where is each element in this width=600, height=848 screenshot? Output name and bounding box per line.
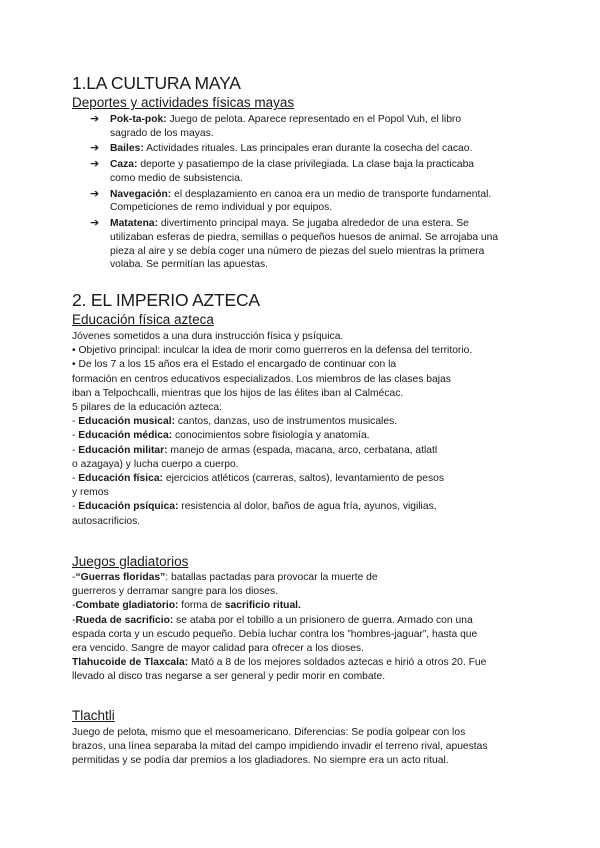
text-line: iban a Telpochcalli, mientras que los hijos de las élites iban al Calmécac. <box>72 387 404 399</box>
aztec-education-body <box>72 330 532 529</box>
text-line: espada corta y un escudo pequeño. Debía luchar contra los ”hombres-jaguar”, hasta que <box>72 628 478 640</box>
maya-activities-list <box>90 113 530 274</box>
arrow-bullet-icon: ➔ <box>90 217 100 230</box>
item-term: Matatena: <box>110 218 159 230</box>
list-item: ➔ Navegación: el desplazamiento en canoa era un medio de transporte fundamental. Competiciones de remo individual y por equipos. <box>90 187 492 214</box>
item-term: Caza: <box>110 159 138 171</box>
list-item: ➔ Caza: deporte y pasatiempo de la clase privilegiada. La clase baja la practicaba como medio de subsistencia. <box>90 158 475 184</box>
text-line: • Objetivo principal: inculcar la idea de morir como guerreros en la defensa del territorio. <box>72 345 473 357</box>
section-title-azteca: 2. EL IMPERIO AZTECA <box>72 290 260 310</box>
pillar-item: - Educación psíquica: resistencia al dolor, baños de agua fría, ayunos, vigilias, <box>72 501 437 513</box>
text-line: o azagaya) y lucha cuerpo a cuerpo. <box>72 458 239 470</box>
list-item: ➔ Matatena: divertimento principal maya. Se jugaba alrededor de una estera. Se utilizaban esferas de piedra, semillas o pequeños huesos de animal. Se arrojaba una pieza al aire y se debía coger una número de piezas del suelo mientras la primera volaba. Se permitían las apuestas. <box>90 217 499 271</box>
text-line: • De los 7 a los 15 años era el Estado el encargado de continuar con la <box>72 359 397 371</box>
arrow-bullet-icon: ➔ <box>90 187 100 200</box>
item-term: Navegación: <box>110 188 172 200</box>
text-line: guerreros y derramar sangre para los dioses. <box>72 586 279 598</box>
text-line: formación en centros educativos especializados. Los miembros de las clases bajas <box>72 373 451 385</box>
gladiator-games-body <box>72 571 532 685</box>
subtitle-aztec-education: Educación física azteca <box>72 312 214 327</box>
list-item: ➔ Bailes: Actividades rituales. Las principales eran durante la cosecha del cacao. <box>90 142 473 155</box>
subtitle-maya-sports: Deportes y actividades físicas mayas <box>72 95 295 110</box>
arrow-bullet-icon: ➔ <box>90 158 100 171</box>
text-line: era vencido. Sangre de mayor calidad para ofrecer a los dioses. <box>72 643 364 655</box>
list-item: ➔ Pok-ta-pok: Juego de pelota. Aparece representado en el Popol Vuh, el libro sagrado de los mayas. <box>90 113 462 139</box>
arrow-bullet-icon: ➔ <box>90 142 100 155</box>
subtitle-tlachtli: Tlachtli <box>72 708 115 723</box>
text-line: permitidas y se podía dar premios a los gladiadores. No siempre era un acto ritual. <box>72 755 449 767</box>
pillar-item: - Educación militar: manejo de armas (espada, macana, arco, cerbatana, atlatl <box>72 444 438 456</box>
text-line: -Rueda de sacrificio: se ataba por el tobillo a un prisionero de guerra. Armado con una <box>72 614 473 626</box>
text-line: Tlahucoide de Tlaxcala: Mató a 8 de los mejores soldados aztecas e hirió a otros 20. Fue <box>72 657 487 669</box>
text-line: Juego de pelota, mismo que el mesoamericano. Diferencias: Se podía golpear con los <box>72 727 466 738</box>
text-line: Jóvenes sometidos a una dura instrucción física y psíquica. <box>72 331 344 342</box>
text-line: brazos, una línea separaba la mitad del campo impidiendo invadir el terreno rival, apuestas <box>72 741 488 753</box>
text-line: 5 pilares de la educación azteca: <box>72 402 222 414</box>
arrow-bullet-icon: ➔ <box>90 113 100 125</box>
item-term: Bailes: <box>110 143 144 155</box>
text-line: llevado al disco tras negarse a ser general y pedir morir en combate. <box>72 671 386 683</box>
pillar-item: - Educación médica: conocimientos sobre fisiología y anatomía. <box>72 430 370 442</box>
text-line: y remos <box>72 487 109 499</box>
pillar-item: - Educación física: ejercicios atléticos (carreras, saltos), levantamiento de pesos <box>72 473 444 485</box>
text-line: -“Guerras floridas”: batallas pactadas para provocar la muerte de <box>72 572 378 583</box>
tlachtli-body <box>72 726 532 769</box>
section-title-maya: 1.LA CULTURA MAYA <box>72 73 241 93</box>
pillar-item: - Educación musical: cantos, danzas, uso de instrumentos musicales. <box>72 416 398 428</box>
subtitle-gladiator-games: Juegos gladiatorios <box>72 554 189 569</box>
item-term: Pok-ta-pok: <box>110 114 167 125</box>
text-line: autosacrificios. <box>72 515 141 527</box>
text-line: -Combate gladiatorio: forma de sacrificio ritual. <box>72 600 301 612</box>
